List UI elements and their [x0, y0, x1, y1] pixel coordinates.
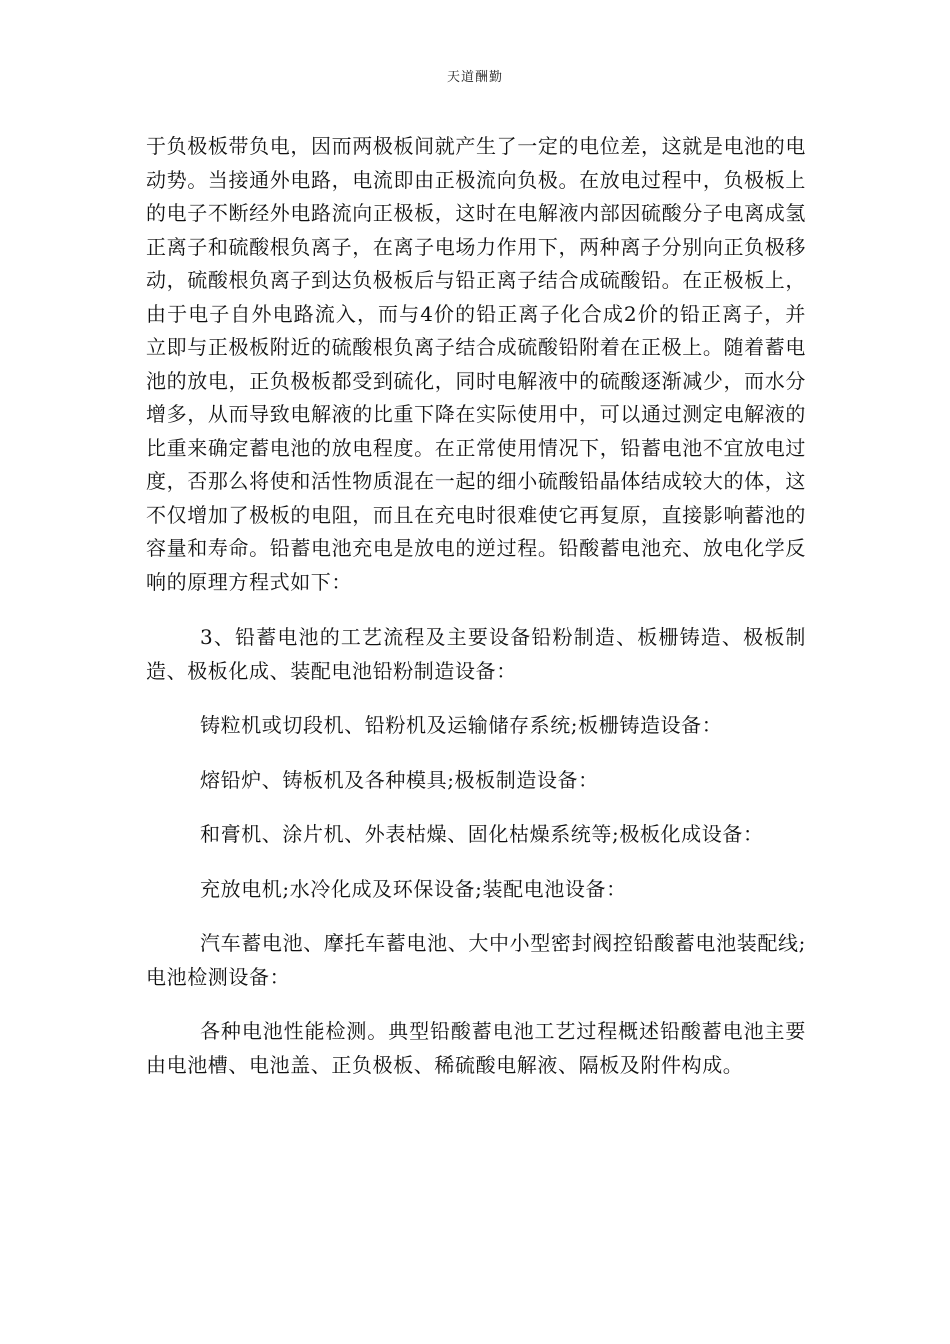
page-header: 天道酬勤	[446, 70, 503, 85]
paragraph-process-flow: 3、铅蓄电池的工艺流程及主要设备铅粉制造、板栅铸造、极板制造、极板化成、装配电池铅粉制造设备：	[146, 625, 806, 683]
document-body	[146, 130, 806, 1103]
paragraph-plate-making-equipment: 和膏机、涂片机、外表枯燥、固化枯燥系统等;极板化成设备：	[200, 822, 764, 846]
paragraph-formation-equipment: 充放电机;水冷化成及环保设备;装配电池设备：	[200, 876, 627, 901]
paragraph-lead-powder-equipment: 铸粒机或切段机、铅粉机及运输储存系统;板栅铸造设备：	[200, 713, 723, 737]
paragraph-discharge-principle: 于负极板带负电，因而两极板间就产生了一定的电位差，这就是电池的电动势。当接通外电路，电流即由正极流向负极。在放电过程中，负极板上的电子不断经外电路流向正极板，这时在电解液内部因硫酸分子电离成氢正离子和硫酸根负离子，在离子电场力作用下，两种离子分别向正负极移动，硫酸根负离子到达负极板后与铅正离子结合成硫酸铅。在正极板上，由于电子自外电路流入，而与4价的铅正离子化合成2价的铅正离子，并立即与正极板附近的硫酸根负离子结合成硫酸铅附着在正极上。随着蓄电池的放电，正负极板都受到硫化，同时电解液中的硫酸逐渐减少，而水分增多，从而导致电解液的比重下降在实际使用中，可以通过测定电解液的比重来确定蓄电池的放电程度。在正常使用情况下，铅蓄电池不宜放电过度，否那么将使和活性物质混在一起的细小硫酸铅晶体结成较大的体，这不仅增加了极板的电阻，而且在充电时很难使它再复原，直接影响蓄池的容量和寿命。铅蓄电池充电是放电的逆过程。铅酸蓄电池充、放电化学反响的原理方程式如下：	[146, 134, 806, 594]
paragraph-testing-equipment: 各种电池性能检测。典型铅酸蓄电池工艺过程概述铅酸蓄电池主要由电池槽、电池盖、正负极板、稀硫酸电解液、隔板及附件构成。	[146, 1019, 806, 1077]
paragraph-assembly-equipment: 汽车蓄电池、摩托车蓄电池、大中小型密封阀控铅酸蓄电池装配线;电池检测设备：	[146, 931, 806, 989]
paragraph-grid-casting-equipment: 熔铅炉、铸板机及各种模具;极板制造设备：	[200, 767, 599, 792]
